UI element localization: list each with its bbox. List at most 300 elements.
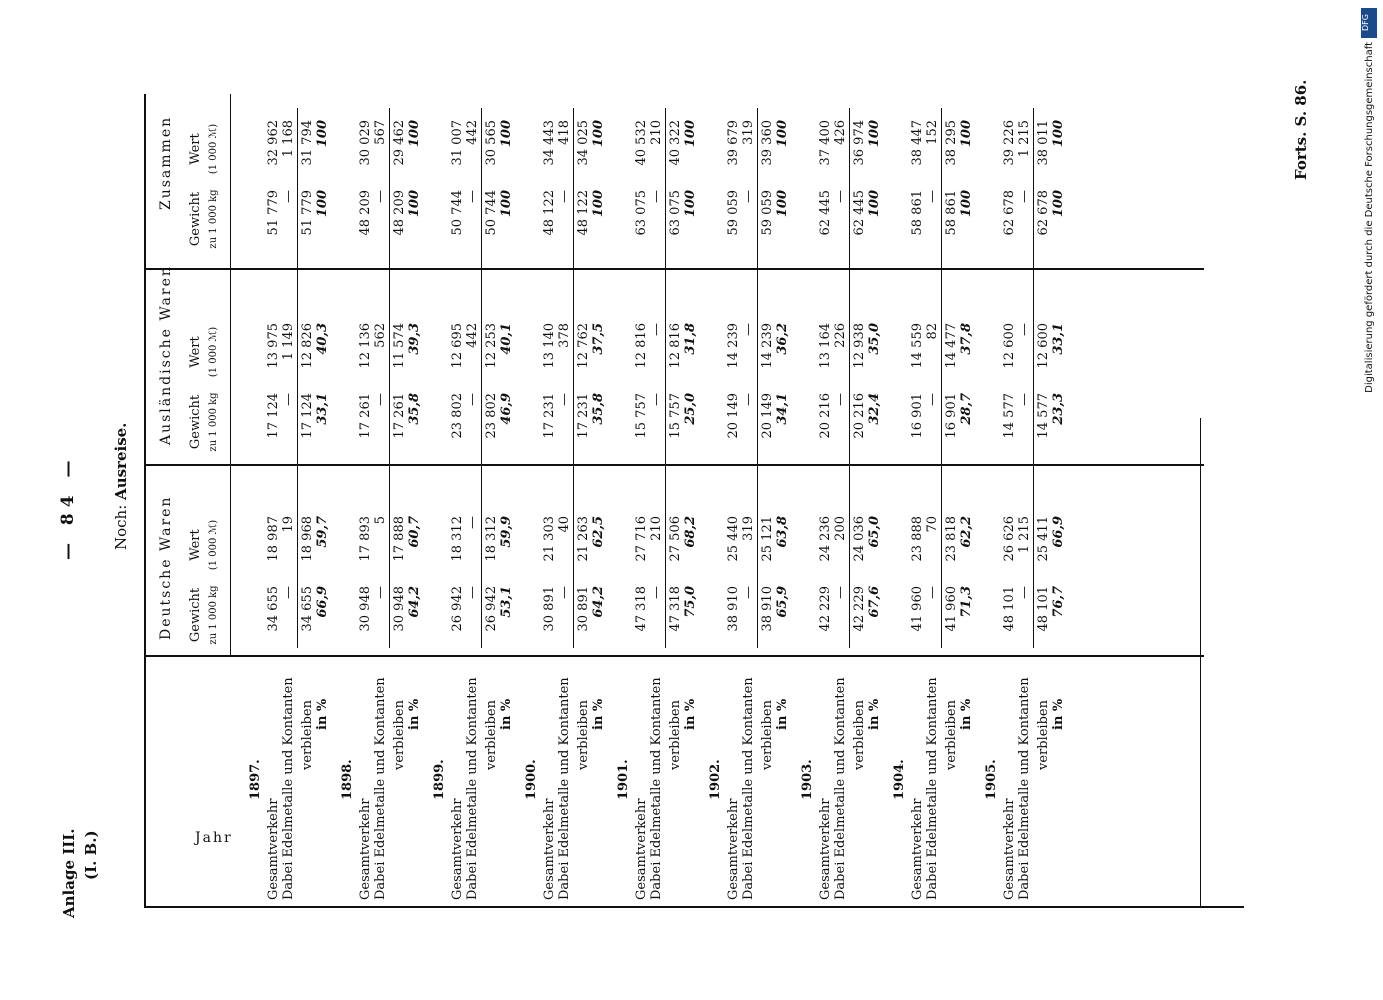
subheader-weight-2: Gewicht — [188, 191, 203, 247]
cell-remain: 30 948 — [392, 586, 407, 632]
cell-remain: 14 477 — [944, 323, 959, 369]
cell-pct: 100 — [775, 120, 790, 148]
col-rule-year — [144, 655, 1204, 657]
cell-remain: 12 600 — [1036, 323, 1051, 369]
year-label: 1897. — [248, 759, 263, 800]
cell-metals: 319 — [741, 120, 756, 145]
row-label-remain: verbleiben — [300, 700, 315, 770]
cell-pct: 67,6 — [867, 586, 882, 618]
cell-total: 62 678 — [1002, 190, 1017, 236]
cell-metals: — — [1017, 323, 1032, 336]
cell-total: 12 695 — [450, 323, 465, 369]
cell-metals: — — [833, 190, 848, 203]
row-label-metals: Dabei Edelmetalle und Kontanten — [465, 677, 480, 900]
header-foreign: Ausländische Waren — [158, 265, 174, 445]
cell-total: 31 007 — [450, 120, 465, 166]
cell-total: 32 962 — [266, 120, 281, 166]
cell-metals: 210 — [649, 516, 664, 541]
cell-total: 62 445 — [818, 190, 833, 236]
cell-metals: — — [649, 190, 664, 203]
subheader-value-unit-0: (1 000 ℳ) — [208, 519, 219, 571]
cell-metals: — — [741, 190, 756, 203]
year-label: 1900. — [524, 759, 539, 800]
cell-metals: — — [373, 393, 388, 406]
cell-total: 59 059 — [726, 190, 741, 236]
cell-remain: 39 360 — [760, 120, 775, 166]
cell-metals: — — [373, 190, 388, 203]
cell-total: 14 239 — [726, 323, 741, 369]
cell-remain: 11 574 — [392, 323, 407, 369]
cell-total: 21 303 — [542, 516, 557, 562]
subheader-value-1: Wert — [188, 336, 203, 368]
header-german: Deutsche Waren — [158, 495, 174, 640]
cell-remain: 30 565 — [484, 120, 499, 166]
cell-total: 23 888 — [910, 516, 925, 562]
cell-pct: 37,5 — [591, 323, 606, 355]
cell-total: 34 655 — [266, 586, 281, 632]
cell-remain: 31 794 — [300, 120, 315, 166]
cell-metals: 426 — [833, 120, 848, 145]
cell-total: 20 149 — [726, 393, 741, 439]
cell-remain: 12 938 — [852, 323, 867, 369]
cell-pct: 53,1 — [499, 586, 514, 618]
cell-pct: 63,8 — [775, 516, 790, 548]
cell-metals: 1 215 — [1017, 120, 1032, 158]
cell-total: 38 910 — [726, 586, 741, 632]
row-label-remain: verbleiben — [484, 700, 499, 770]
cell-remain: 47 318 — [668, 586, 683, 632]
row-label-metals: Dabei Edelmetalle und Kontanten — [925, 677, 940, 900]
cell-total: 12 136 — [358, 323, 373, 369]
cell-total: 13 164 — [818, 323, 833, 369]
cell-pct: 25,0 — [683, 393, 698, 425]
row-label-total: Gesamtverkehr — [910, 798, 925, 900]
cell-pct: 100 — [591, 190, 606, 218]
subtotal-rule — [665, 108, 666, 648]
cell-remain: 18 968 — [300, 516, 315, 562]
cell-total: 15 757 — [634, 393, 649, 439]
year-label: 1901. — [616, 759, 631, 800]
row-label-total: Gesamtverkehr — [726, 798, 741, 900]
subtotal-rule — [389, 108, 390, 648]
cell-pct: 100 — [315, 120, 330, 148]
cell-pct: 36,2 — [775, 323, 790, 355]
cell-total: 18 987 — [266, 516, 281, 562]
cell-metals: — — [465, 516, 480, 529]
row-label-metals: Dabei Edelmetalle und Kontanten — [649, 677, 664, 900]
cell-pct: 64,2 — [591, 586, 606, 618]
cell-remain: 18 312 — [484, 516, 499, 562]
cell-total: 40 532 — [634, 120, 649, 166]
row-label-total: Gesamtverkehr — [450, 798, 465, 900]
cell-pct: 100 — [959, 120, 974, 148]
cell-metals: — — [281, 393, 296, 406]
cell-metals: — — [1017, 190, 1032, 203]
cell-pct: 33,1 — [315, 393, 330, 425]
cell-pct: 37,8 — [959, 323, 974, 355]
cell-total: 47 318 — [634, 586, 649, 632]
cell-total: 48 209 — [358, 190, 373, 236]
cell-pct: 100 — [775, 190, 790, 218]
cell-remain: 38 910 — [760, 586, 775, 632]
cell-metals: — — [925, 190, 940, 203]
subheader-value-unit-1: (1 000 ℳ) — [208, 326, 219, 378]
cell-metals: — — [1017, 393, 1032, 406]
cell-pct: 100 — [315, 190, 330, 218]
cell-total: 48 101 — [1002, 586, 1017, 632]
cell-pct: 39,3 — [407, 323, 422, 355]
continuation-note: Forts. S. 86. — [1292, 79, 1310, 180]
cell-remain: 51 779 — [300, 190, 315, 236]
cell-remain: 12 816 — [668, 323, 683, 369]
subtotal-rule — [757, 108, 758, 648]
cell-remain: 27 506 — [668, 516, 683, 562]
dfg-credit-text: Digitalisierung gefördert durch die Deutsche Forschungsgemeinschaft — [1364, 42, 1375, 393]
cell-metals: 418 — [557, 120, 572, 145]
cell-metals: 40 — [557, 516, 572, 533]
cell-remain: 59 059 — [760, 190, 775, 236]
cell-pct: 75,0 — [683, 586, 698, 618]
cell-pct: 65,0 — [867, 516, 882, 548]
cell-pct: 100 — [407, 120, 422, 148]
cell-total: 12 816 — [634, 323, 649, 369]
row-label-pct: in % — [775, 698, 790, 730]
cell-remain: 24 036 — [852, 516, 867, 562]
cell-pct: 100 — [1051, 190, 1066, 218]
cell-pct: 100 — [683, 190, 698, 218]
cell-total: 42 229 — [818, 586, 833, 632]
annex-title: Anlage III. — [60, 828, 78, 918]
cell-pct: 33,1 — [1051, 323, 1066, 355]
subheader-value-2: Wert — [188, 133, 203, 165]
dfg-logo: DFG — [1361, 8, 1377, 38]
cell-remain: 26 942 — [484, 586, 499, 632]
cell-remain: 48 209 — [392, 190, 407, 236]
cell-total: 16 901 — [910, 393, 925, 439]
cell-total: 17 261 — [358, 393, 373, 439]
cell-remain: 17 888 — [392, 516, 407, 562]
cell-remain: 36 974 — [852, 120, 867, 166]
subheader-weight-unit-2: zu 1 000 kg — [208, 189, 219, 249]
cell-total: 12 600 — [1002, 323, 1017, 369]
cell-total: 26 626 — [1002, 516, 1017, 562]
cell-metals: 1 215 — [1017, 516, 1032, 554]
row-label-remain: verbleiben — [576, 700, 591, 770]
cell-metals: — — [833, 586, 848, 599]
cell-pct: 100 — [959, 190, 974, 218]
cell-remain: 20 216 — [852, 393, 867, 439]
cell-pct: 100 — [867, 120, 882, 148]
cell-total: 23 802 — [450, 393, 465, 439]
subtotal-rule — [297, 108, 298, 648]
row-label-total: Gesamtverkehr — [266, 798, 281, 900]
cell-pct: 59,9 — [499, 516, 514, 548]
cell-metals: — — [649, 586, 664, 599]
cell-pct: 35,8 — [591, 393, 606, 425]
cell-total: 63 075 — [634, 190, 649, 236]
cell-metals: 442 — [465, 120, 480, 145]
row-label-metals: Dabei Edelmetalle und Kontanten — [1017, 677, 1032, 900]
cell-metals: 1 168 — [281, 120, 296, 158]
col-rule-foreign — [144, 268, 1204, 270]
cell-metals: 1 149 — [281, 323, 296, 361]
row-label-pct: in % — [499, 698, 514, 730]
subtotal-rule — [1033, 108, 1034, 648]
cell-remain: 14 577 — [1036, 393, 1051, 439]
table-top-rule — [144, 94, 146, 908]
cell-total: 14 559 — [910, 323, 925, 369]
cell-total: 17 893 — [358, 516, 373, 562]
cell-metals: — — [373, 586, 388, 599]
cell-metals: — — [281, 190, 296, 203]
subtitle-main: Ausreise. — [112, 422, 130, 500]
subtotal-rule — [849, 108, 850, 648]
cell-pct: 100 — [407, 190, 422, 218]
cell-total: 50 744 — [450, 190, 465, 236]
cell-remain: 48 101 — [1036, 586, 1051, 632]
cell-pct: 59,7 — [315, 516, 330, 548]
header-bottom-rule — [230, 94, 231, 657]
cell-pct: 40,1 — [499, 323, 514, 355]
cell-remain: 42 229 — [852, 586, 867, 632]
cell-pct: 40,3 — [315, 323, 330, 355]
row-label-metals: Dabei Edelmetalle und Kontanten — [557, 677, 572, 900]
cell-remain: 50 744 — [484, 190, 499, 236]
cell-total: 20 216 — [818, 393, 833, 439]
cell-pct: 32,4 — [867, 393, 882, 425]
subtitle-prefix: Noch: — [112, 504, 130, 550]
cell-remain: 23 818 — [944, 516, 959, 562]
cell-pct: 100 — [867, 190, 882, 218]
cell-total: 26 942 — [450, 586, 465, 632]
cell-remain: 48 122 — [576, 190, 591, 236]
cell-total: 18 312 — [450, 516, 465, 562]
cell-pct: 71,3 — [959, 586, 974, 618]
cell-metals: — — [925, 586, 940, 599]
row-label-pct: in % — [959, 698, 974, 730]
cell-total: 58 861 — [910, 190, 925, 236]
row-label-pct: in % — [407, 698, 422, 730]
year-label: 1902. — [708, 759, 723, 800]
cell-remain: 38 011 — [1036, 120, 1051, 166]
cell-total: 48 122 — [542, 190, 557, 236]
annex-subtitle: (I. B.) — [82, 830, 100, 880]
cell-metals: 19 — [281, 516, 296, 533]
cell-metals: — — [741, 393, 756, 406]
cell-metals: — — [465, 586, 480, 599]
row-label-metals: Dabei Edelmetalle und Kontanten — [833, 677, 848, 900]
table-bottom-rule — [1200, 418, 1201, 908]
cell-metals: — — [465, 190, 480, 203]
row-label-pct: in % — [1051, 698, 1066, 730]
cell-pct: 100 — [1051, 120, 1066, 148]
cell-remain: 23 802 — [484, 393, 499, 439]
cell-total: 38 447 — [910, 120, 925, 166]
cell-remain: 17 124 — [300, 393, 315, 439]
row-label-metals: Dabei Edelmetalle und Kontanten — [741, 677, 756, 900]
cell-metals: 210 — [649, 120, 664, 145]
cell-metals: — — [649, 393, 664, 406]
cell-total: 25 440 — [726, 516, 741, 562]
cell-total: 17 231 — [542, 393, 557, 439]
cell-metals: 5 — [373, 516, 388, 525]
cell-metals: — — [557, 190, 572, 203]
cell-remain: 62 678 — [1036, 190, 1051, 236]
cell-remain: 17 231 — [576, 393, 591, 439]
cell-metals: 378 — [557, 323, 572, 348]
cell-remain: 40 322 — [668, 120, 683, 166]
cell-metals: 567 — [373, 120, 388, 145]
cell-metals: — — [1017, 586, 1032, 599]
row-label-remain: verbleiben — [392, 700, 407, 770]
subtotal-rule — [481, 108, 482, 648]
cell-pct: 68,2 — [683, 516, 698, 548]
subheader-weight-unit-0: zu 1 000 kg — [208, 585, 219, 645]
col-rule-german — [144, 464, 1204, 466]
cell-total: 13 140 — [542, 323, 557, 369]
cell-remain: 34 655 — [300, 586, 315, 632]
subtotal-rule — [941, 108, 942, 648]
row-label-total: Gesamtverkehr — [542, 798, 557, 900]
cell-pct: 65,9 — [775, 586, 790, 618]
year-label: 1904. — [892, 759, 907, 800]
cell-remain: 29 462 — [392, 120, 407, 166]
header-year: Jahr — [195, 830, 233, 846]
cell-total: 24 236 — [818, 516, 833, 562]
row-label-remain: verbleiben — [944, 700, 959, 770]
cell-pct: 66,9 — [315, 586, 330, 618]
cell-pct: 100 — [499, 120, 514, 148]
cell-total: 13 975 — [266, 323, 281, 369]
row-label-total: Gesamtverkehr — [358, 798, 373, 900]
cell-metals: — — [833, 393, 848, 406]
cell-total: 14 577 — [1002, 393, 1017, 439]
cell-total: 37 400 — [818, 120, 833, 166]
cell-pct: 62,2 — [959, 516, 974, 548]
cell-total: 27 716 — [634, 516, 649, 562]
cell-remain: 58 861 — [944, 190, 959, 236]
footer-credit — [1357, 0, 1377, 1000]
cell-pct: 46,9 — [499, 393, 514, 425]
cell-metals: — — [465, 393, 480, 406]
cell-pct: 76,7 — [1051, 586, 1066, 618]
cell-total: 51 779 — [266, 190, 281, 236]
cell-metals: 319 — [741, 516, 756, 541]
year-label: 1905. — [984, 759, 999, 800]
cell-remain: 16 901 — [944, 393, 959, 439]
cell-remain: 25 411 — [1036, 516, 1051, 562]
cell-remain: 38 295 — [944, 120, 959, 166]
cell-metals: — — [741, 323, 756, 336]
cell-pct: 28,7 — [959, 393, 974, 425]
header-total: Zusammen — [158, 115, 174, 210]
cell-pct: 100 — [683, 120, 698, 148]
cell-pct: 35,8 — [407, 393, 422, 425]
subheader-value-unit-2: (1 000 ℳ) — [208, 123, 219, 175]
year-label: 1903. — [800, 759, 815, 800]
cell-remain: 62 445 — [852, 190, 867, 236]
cell-remain: 41 960 — [944, 586, 959, 632]
row-label-remain: verbleiben — [668, 700, 683, 770]
row-label-total: Gesamtverkehr — [818, 798, 833, 900]
cell-pct: 62,5 — [591, 516, 606, 548]
cell-pct: 100 — [499, 190, 514, 218]
cell-metals: — — [557, 586, 572, 599]
cell-metals: 442 — [465, 323, 480, 348]
cell-total: 39 226 — [1002, 120, 1017, 166]
row-label-total: Gesamtverkehr — [1002, 798, 1017, 900]
cell-metals: 562 — [373, 323, 388, 348]
cell-remain: 17 261 — [392, 393, 407, 439]
cell-metals: — — [557, 393, 572, 406]
cell-remain: 12 762 — [576, 323, 591, 369]
row-label-remain: verbleiben — [852, 700, 867, 770]
cell-remain: 20 149 — [760, 393, 775, 439]
row-label-metals: Dabei Edelmetalle und Kontanten — [281, 677, 296, 900]
table-left-rule — [144, 906, 1244, 908]
row-label-pct: in % — [591, 698, 606, 730]
row-label-pct: in % — [867, 698, 882, 730]
subheader-weight-0: Gewicht — [188, 587, 203, 643]
cell-pct: 64,2 — [407, 586, 422, 618]
cell-total: 17 124 — [266, 393, 281, 439]
row-label-remain: verbleiben — [1036, 700, 1051, 770]
cell-pct: 66,9 — [1051, 516, 1066, 548]
row-label-pct: in % — [683, 698, 698, 730]
cell-metals: 82 — [925, 323, 940, 340]
cell-total: 41 960 — [910, 586, 925, 632]
subheader-weight-unit-1: zu 1 000 kg — [208, 392, 219, 452]
cell-pct: 60,7 — [407, 516, 422, 548]
subtotal-rule — [573, 108, 574, 648]
cell-metals: 200 — [833, 516, 848, 541]
year-label: 1898. — [340, 759, 355, 800]
cell-remain: 12 826 — [300, 323, 315, 369]
cell-total: 30 029 — [358, 120, 373, 166]
cell-remain: 34 025 — [576, 120, 591, 166]
cell-remain: 14 239 — [760, 323, 775, 369]
cell-remain: 30 891 — [576, 586, 591, 632]
row-label-remain: verbleiben — [760, 700, 775, 770]
year-label: 1899. — [432, 759, 447, 800]
subheader-value-0: Wert — [188, 529, 203, 561]
cell-metals: 152 — [925, 120, 940, 145]
cell-pct: 31,8 — [683, 323, 698, 355]
cell-remain: 12 253 — [484, 323, 499, 369]
cell-pct: 34,1 — [775, 393, 790, 425]
cell-remain: 15 757 — [668, 393, 683, 439]
cell-metals: — — [741, 586, 756, 599]
cell-remain: 25 121 — [760, 516, 775, 562]
cell-total: 39 679 — [726, 120, 741, 166]
row-label-pct: in % — [315, 698, 330, 730]
cell-remain: 63 075 — [668, 190, 683, 236]
row-label-metals: Dabei Edelmetalle und Kontanten — [373, 677, 388, 900]
row-label-total: Gesamtverkehr — [634, 798, 649, 900]
cell-metals: — — [649, 323, 664, 336]
subheader-weight-1: Gewicht — [188, 394, 203, 450]
cell-remain: 21 263 — [576, 516, 591, 562]
page-number: — 84 — — [58, 454, 78, 560]
cell-metals: — — [925, 393, 940, 406]
cell-metals: 226 — [833, 323, 848, 348]
cell-pct: 23,3 — [1051, 393, 1066, 425]
cell-total: 30 948 — [358, 586, 373, 632]
cell-metals: 70 — [925, 516, 940, 533]
cell-total: 30 891 — [542, 586, 557, 632]
cell-pct: 35,0 — [867, 323, 882, 355]
cell-total: 34 443 — [542, 120, 557, 166]
